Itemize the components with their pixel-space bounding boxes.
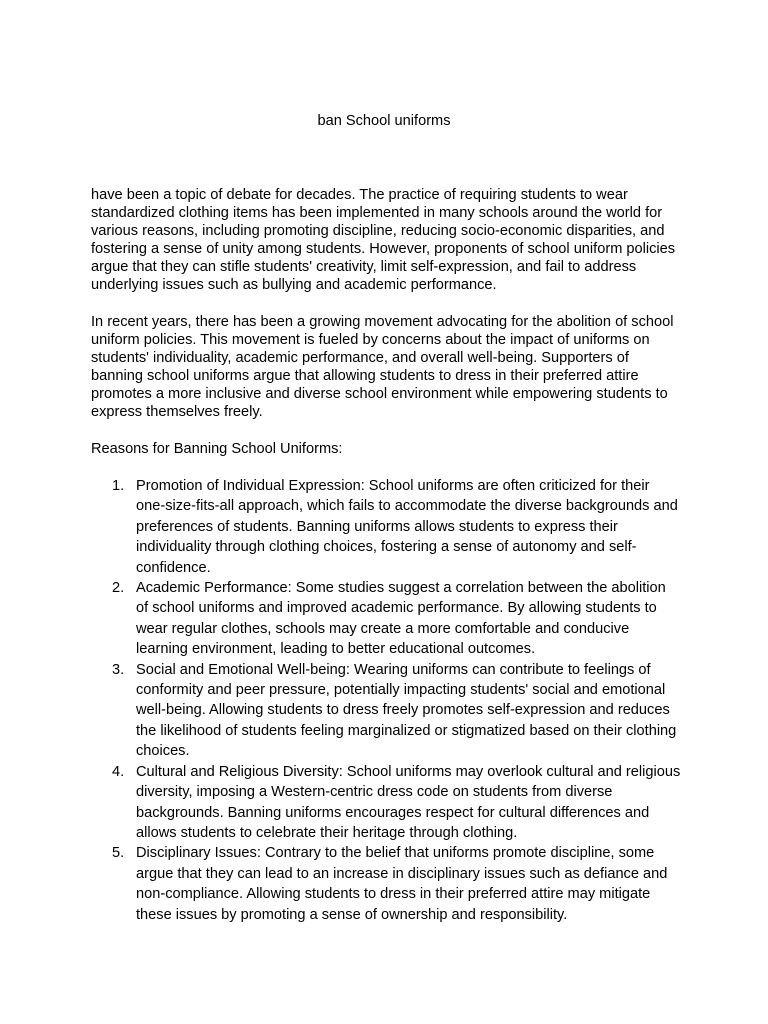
list-item-number: 2. — [112, 580, 125, 597]
list-item — [91, 843, 681, 925]
list-item-number: 5. — [112, 845, 125, 862]
list-item-number: 4. — [112, 763, 125, 780]
reasons-list — [91, 476, 681, 925]
intro-paragraph: have been a topic of debate for decades. The practice of requiring students to wear standardized clothing items has been implemented in many schools around the world for various reasons, including promoting discipline, reducing socio-economic disparities, and fostering a sense of unity among students. However, proponents of school uniform policies argue that they can stifle students' creativity, limit self-expression, and fail to address underlying issues such as bullying and academic performance. — [91, 187, 676, 293]
reasons-heading: Reasons for Banning School Uniforms: — [91, 441, 343, 457]
list-item-number: 1. — [112, 478, 125, 494]
list-item — [91, 578, 681, 660]
list-item — [91, 476, 681, 578]
list-item-number: 3. — [112, 661, 125, 678]
list-item-text: Disciplinary Issues: Contrary to the belief that uniforms promote discipline, some argue that they can lead to an increase in disciplinary issues such as defiance and non-compliance. Allowing students to dress in their preferred attire may mitigate these issues by promoting a sense of ownership and responsibility. — [136, 845, 668, 923]
list-item-text: Academic Performance: Some studies suggest a correlation between the abolition of school uniforms and improved academic performance. By allowing students to wear regular clothes, schools may create a more comfortable and conducive learning environment, leading to better educational outcomes. — [136, 580, 666, 658]
list-item-text: Cultural and Religious Diversity: School uniforms may overlook cultural and religious diversity, imposing a Western-centric dress code on students from diverse backgrounds. Banning uniforms encourages respect for cultural differences and allows students to celebrate their heritage through clothing. — [136, 763, 681, 841]
list-item-text: Promotion of Individual Expression: School uniforms are often criticized for their one-size-fits-all approach, which fails to accommodate the diverse backgrounds and preferences of students. Banning uniforms allows students to express their individuality through clothing choices, fostering a sense of autonomy and self-confidence. — [136, 478, 678, 576]
list-item-text: Social and Emotional Well-being: Wearing uniforms can contribute to feelings of conformity and peer pressure, potentially impacting students' social and emotional well-being. Allowing students to dress freely promotes self-expression and reduces the likelihood of students feeling marginalized or stigmatized based on their clothing choices. — [136, 661, 677, 760]
list-item — [91, 762, 681, 844]
document-title: ban School uniforms — [317, 113, 451, 129]
list-item — [91, 660, 681, 762]
movement-paragraph: In recent years, there has been a growing movement advocating for the abolition of school uniform policies. This movement is fueled by concerns about the impact of uniforms on students' individuality, academic performance, and overall well-being. Supporters of banning school uniforms argue that allowing students to dress in their preferred attire promotes a more inclusive and diverse school environment while empowering students to express themselves freely. — [91, 314, 674, 420]
